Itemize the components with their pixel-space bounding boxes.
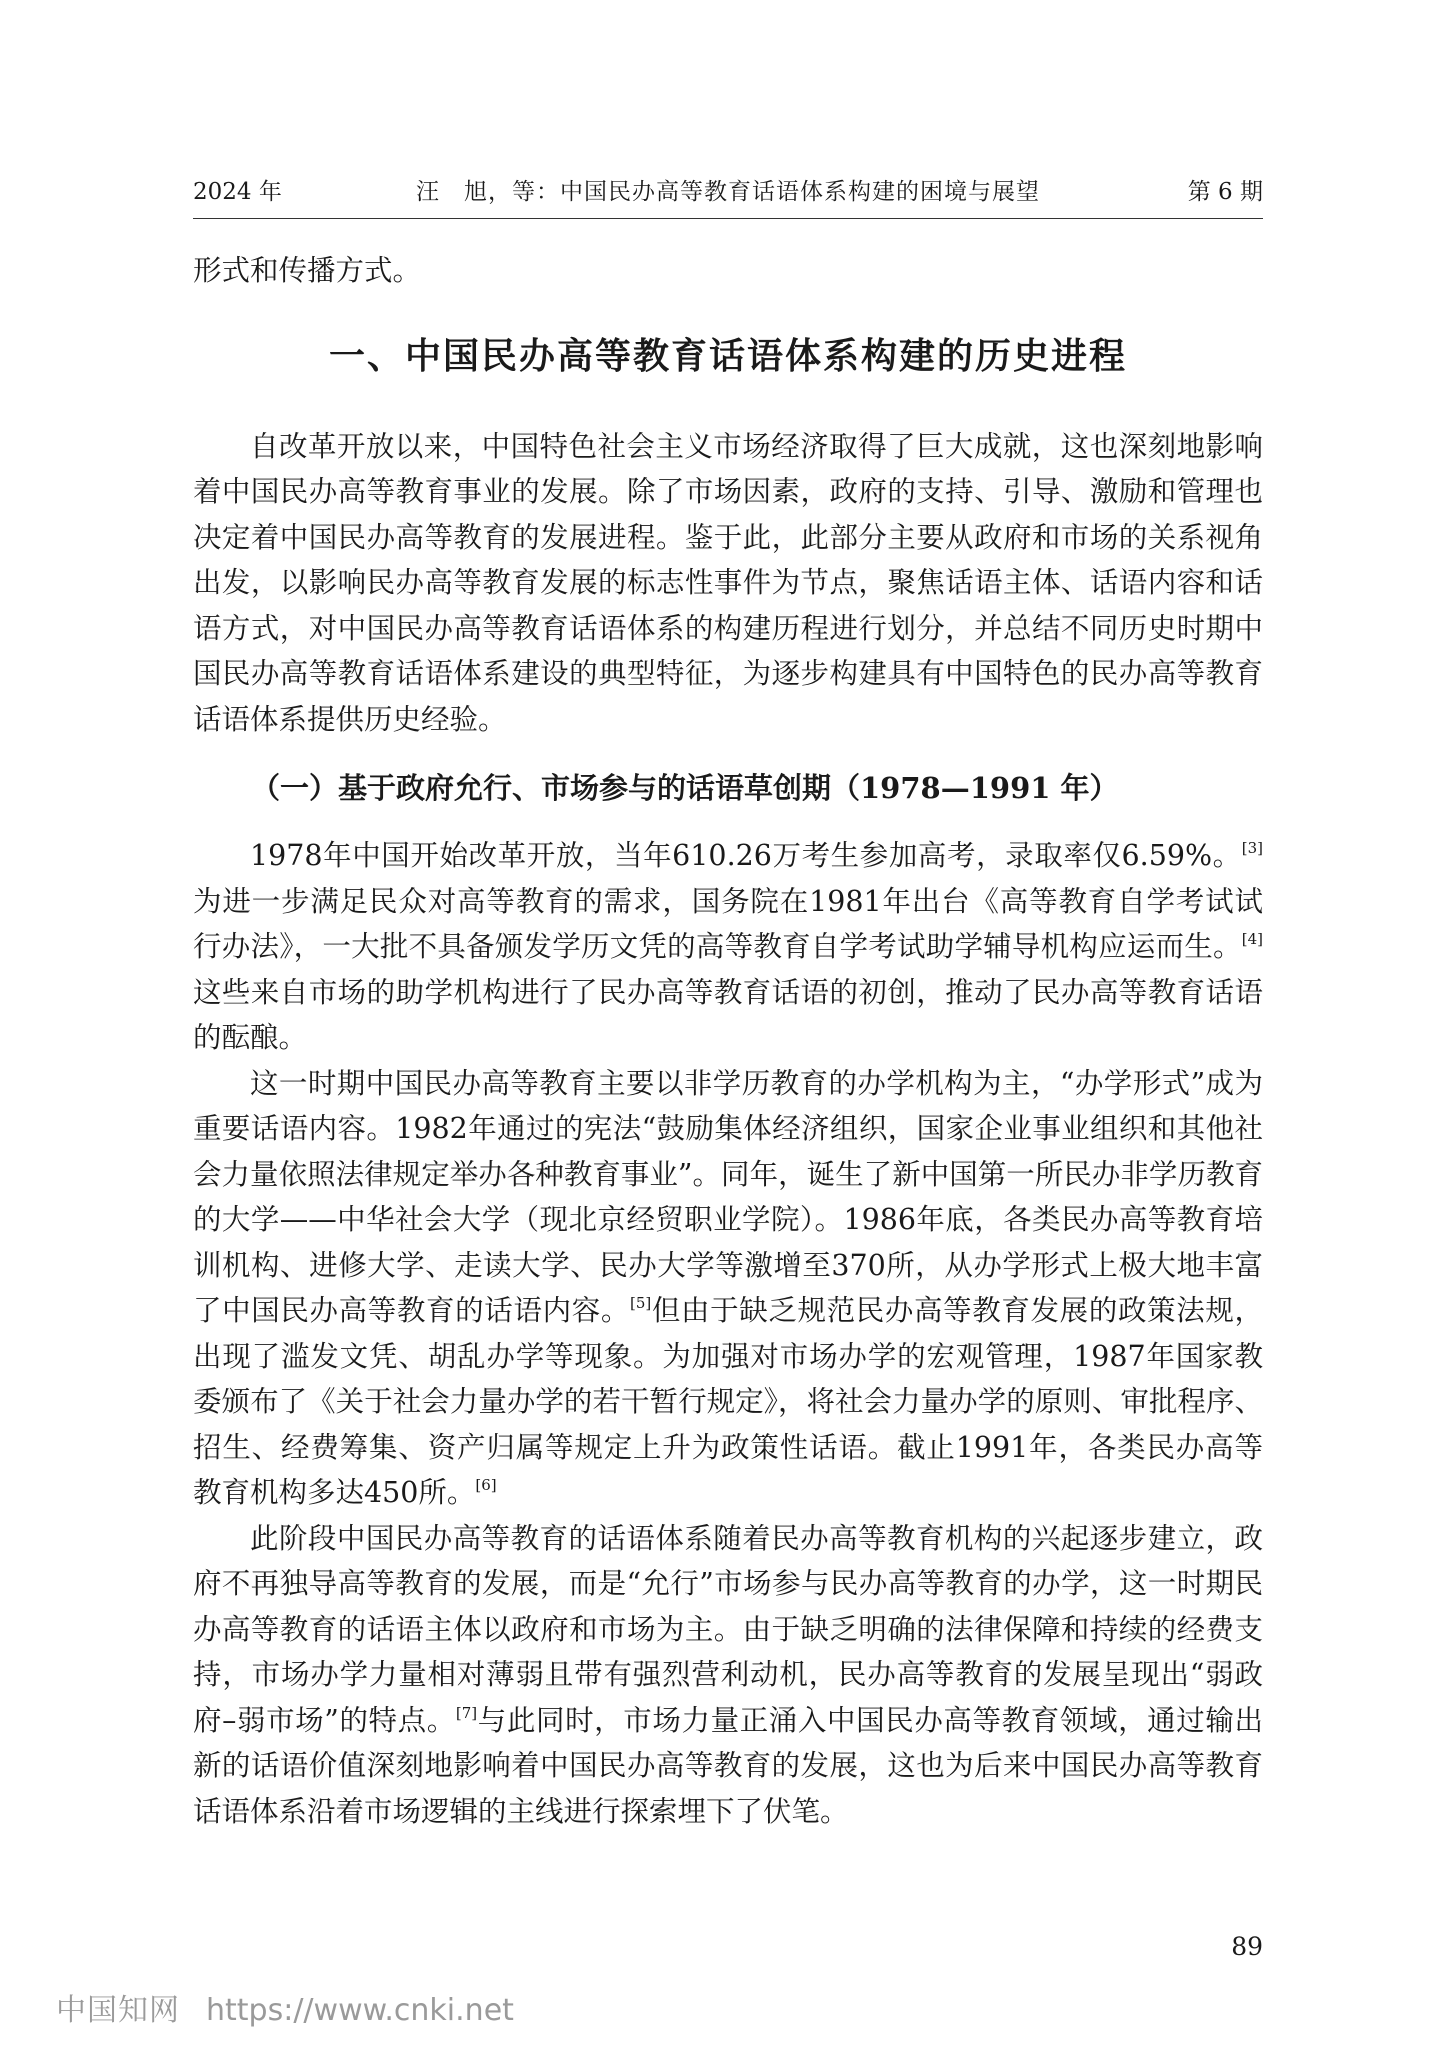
header-issue: 第 6 期: [1187, 179, 1263, 205]
running-header: [193, 172, 1263, 212]
intro-fragment: 形式和传播方式。: [193, 254, 422, 287]
cnki-watermark: [56, 1985, 514, 2029]
paragraph-2-text-c: 这些来自市场的助学机构进行了民办高等教育话语的初创，推动了民办高等教育话语的酝酿。: [193, 975, 1263, 1054]
paragraph-3: [193, 1061, 1263, 1516]
page-number: 89: [1231, 1932, 1263, 1961]
citation-6[interactable]: [6]: [475, 1476, 497, 1494]
header-running-title: 汪 旭，等：中国民办高等教育话语体系构建的困境与展望: [416, 179, 1040, 205]
paragraph-2-text-a: 1978年中国开始改革开放，当年610.26万考生参加高考，录取率仅6.59%。: [250, 839, 1242, 872]
subsection-title: （一）基于政府允行、市场参与的话语草创期（1978—1991 年）: [251, 771, 1119, 805]
watermark-name: 中国知网: [56, 1993, 180, 2028]
watermark-url[interactable]: https://www.cnki.net: [206, 1993, 514, 2028]
paragraph-1: 自改革开放以来，中国特色社会主义市场经济取得了巨大成就，这也深刻地影响着中国民办高等教育事业的发展。除了市场因素，政府的支持、引导、激励和管理也决定着中国民办高等教育的发展进程。鉴于此，此部分主要从政府和市场的关系视角出发，以影响民办高等教育发展的标志性事件为节点，聚焦话语主体、话语内容和话语方式，对中国民办高等教育话语体系的构建历程进行划分，并总结不同历史时期中国民办高等教育话语体系建设的典型特征，为逐步构建具有中国特色的民办高等教育话语体系提供历史经验。: [193, 429, 1263, 736]
article-body: [193, 248, 1263, 1834]
citation-5[interactable]: [5]: [629, 1294, 652, 1312]
paragraph-4-text-b: 与此同时，市场力量正涌入中国民办高等教育领域，通过输出新的话语价值深刻地影响着中国民办高等教育的发展，这也为后来中国民办高等教育话语体系沿着市场逻辑的主线进行探索埋下了伏笔。: [193, 1703, 1263, 1828]
citation-3[interactable]: [3]: [1241, 839, 1263, 857]
paragraph-4: [193, 1516, 1263, 1835]
paragraph-2-text-b: 为进一步满足民众对高等教育的需求，国务院在1981年出台《高等教育自学考试试行办法》，一大批不具备颁发学历文凭的高等教育自学考试助学辅导机构应运而生。: [193, 884, 1263, 963]
citation-7[interactable]: [7]: [455, 1703, 478, 1722]
paragraph-3-text-a: 这一时期中国民办高等教育主要以非学历教育的办学机构为主，“办学形式”成为重要话语内容。1982年通过的宪法“鼓励集体经济组织，国家企业事业组织和其他社会力量依照法律规定举办各种教育事业”。同年，诞生了新中国第一所民办非学历教育的大学——中华社会大学（现北京经贸职业学院）。1986年底，各类民办高等教育培训机构、进修大学、走读大学、民办大学等激增至370所，从办学形式上极大地丰富了中国民办高等教育的话语内容。: [193, 1066, 1263, 1327]
paragraph-2: [193, 833, 1263, 1061]
citation-4[interactable]: [4]: [1241, 930, 1263, 948]
paragraph-4-text-a: 此阶段中国民办高等教育的话语体系随着民办高等教育机构的兴起逐步建立，政府不再独导高等教育的发展，而是“允行”市场参与民办高等教育的办学，这一时期民办高等教育的话语主体以政府和市场为主。由于缺乏明确的法律保障和持续的经费支持，市场办学力量相对薄弱且带有强烈营利动机，民办高等教育的发展呈现出“弱政府–弱市场”的特点。: [193, 1521, 1263, 1737]
header-year: 2024 年: [193, 179, 282, 205]
header-rule: [193, 218, 1263, 219]
paragraph-3-text-b: 但由于缺乏规范民办高等教育发展的政策法规，出现了滥发文凭、胡乱办学等现象。为加强对市场办学的宏观管理，1987年国家教委颁布了《关于社会力量办学的若干暂行规定》，将社会力量办学的原则、审批程序、招生、经费筹集、资产归属等规定上升为政策性话语。截止1991年，各类民办高等教育机构多达450所。: [193, 1294, 1263, 1509]
section-title: 一、中国民办高等教育话语体系构建的历史进程: [328, 334, 1127, 377]
